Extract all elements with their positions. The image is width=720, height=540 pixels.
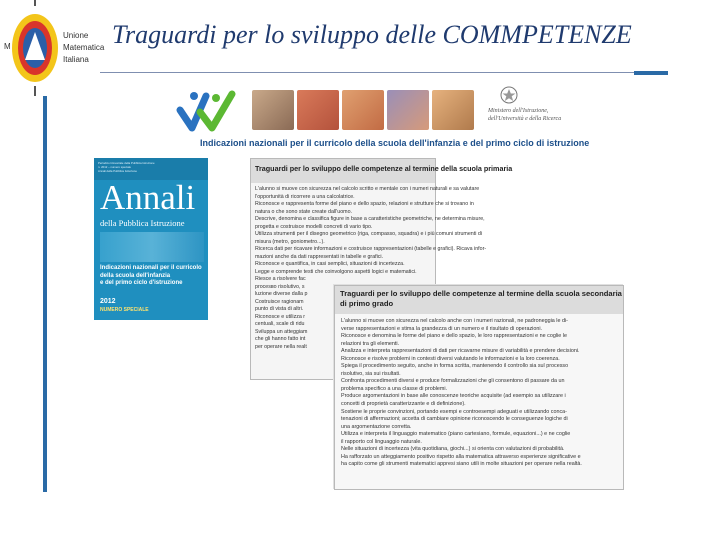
title-rule [100, 72, 634, 73]
banner-photo [342, 90, 384, 130]
goal-text-line: punto di vista di altri. [255, 306, 304, 312]
ministry-line: Ministero dell'Istruzione, [488, 108, 549, 114]
secondary-goals-title [335, 286, 623, 314]
logo-tick-bottom [34, 86, 36, 96]
logo-side-letter: M [4, 42, 11, 51]
logo-line: Unione [63, 31, 89, 40]
goal-text-line: Costruisce ragionam [255, 298, 304, 305]
slide-title: Traguardi per lo sviluppo delle COMMPETENZE [112, 20, 632, 49]
goal-text-line: Riconosce e quantifica, in casi semplici, situazioni di incertezza. [255, 261, 405, 267]
logo-text [63, 30, 104, 66]
goal-text-line: Descrive, denomina e classifica figure in base a caratteristiche geometriche, ne determina misure, [255, 216, 485, 222]
goal-text-line: natura o che sono state create dall'uomo. [255, 208, 353, 215]
goal-text-line: Sostiene le proprie convinzioni, portando esempi e controesempi adeguati e utilizzando conca- [341, 408, 567, 415]
secondary-goals-title-line: di primo grado [340, 299, 394, 308]
umi-logo [4, 2, 109, 94]
secondary-goals-title-line: Traguardi per lo sviluppo delle competenze al termine della scuola secondaria [340, 289, 622, 298]
goal-text-line: Analizza e interpreta rappresentazioni di dati per ricavarne misure di variabilità e prendere decisioni. [341, 348, 580, 355]
goal-text-line: concetti di proprietà caratterizzante e di definizione). [341, 401, 466, 408]
goal-text-line: procesво risolutivo, s [255, 283, 305, 290]
cover-top-text [98, 161, 204, 173]
goal-text-line: misura (metro, goniometro...). [255, 238, 325, 245]
cover-indicazioni-line: Indicazioni nazionali per il curricolo [100, 265, 202, 271]
cover-top-line: n. 2012 – numero speciale [98, 165, 131, 169]
banner-caption: Indicazioni nazionali per il curricolo della scuola dell'infanzia e del primo ciclo di istruzione [200, 138, 590, 148]
logo-line: Matematica [63, 43, 105, 52]
banner-photo-strip [252, 90, 474, 130]
secondary-goals-document [334, 285, 624, 490]
ministry-emblem [474, 86, 562, 134]
goal-text-line: l'opportunità di ricorrere a una calcolatrice. [255, 193, 355, 200]
umi-emblem-icon [10, 12, 60, 84]
logo-line: Italiana [63, 55, 89, 64]
cover-indicazioni-line: e del primo ciclo d'istruzione [100, 280, 183, 286]
goal-text-line: centuali, scale di ridu [255, 321, 305, 327]
banner-photo [252, 90, 294, 130]
goal-text-line: Sviluppa un atteggiam [255, 328, 308, 335]
indicazioni-banner [176, 84, 590, 152]
goal-text-line: luzione diverse dalla p [255, 291, 308, 297]
goal-text-line: Confronta procedimenti diversi e produce formalizzazioni che gli consentono di passare da un [341, 378, 565, 385]
goal-text-line: risolutivo, sia sui risultati. [341, 370, 401, 377]
cover-indicazioni-line: della scuola dell'infanzia [100, 272, 171, 279]
goal-text-line: relazioni tra gli elementi. [341, 340, 400, 347]
goal-text-line: Riconosce e denomina le forme del piano e dello spazio, le loro rappresentazioni e ne coglie le [341, 333, 567, 340]
banner-photo [387, 90, 429, 130]
goal-text-line: tenazioni di affermazioni; accetta di cambiare opinione riconoscendo le conseguenze logiche di [341, 416, 568, 423]
goal-text-line: ha capito come gli strumenti matematici appresi siano utili in molte situazioni per operare nella realtà. [341, 461, 582, 468]
goal-text-line: che gli hanno fatto int [255, 336, 306, 342]
goal-text-line: Riconosce e risolve problemi in contesti diversi valutando le informazioni e la loro coerenza. [341, 355, 560, 362]
title-rule-accent [634, 71, 668, 75]
cover-top-line: Annali della Pubblica Istruzione [98, 169, 137, 173]
side-accent-bar [43, 96, 47, 492]
goal-text-line: L'alunno si muove con sicurezza nel calcolo scritto e mentale con i numeri naturali e sa valutare [255, 186, 480, 192]
goal-text-line: Spiega il procedimento seguito, anche in forma scritta, mantenendo il controllo sia sul processo [341, 363, 569, 370]
goal-text-line: progetta e costruisce modelli concreti di vario tipo. [255, 223, 373, 230]
goal-text-line: Produce argomentazioni in base alle conoscenze teoriche acquisite (ad esempio sa utilizzare i [341, 393, 566, 400]
goal-text-line: Nelle situazioni di incertezza (vita quotidiana, giochi...) si orienta con valutazioni di probabilità. [341, 446, 565, 453]
primary-goals-title: Traguardi per lo sviluppo delle competenze al termine della scuola primaria [251, 159, 435, 183]
goal-text-line: verse rappresentazioni e stima la grandezza di un numero e il risultato di operazioni. [341, 325, 543, 332]
cover-top-line: Periodico trimestrale della Pubblica Istruzione [98, 161, 155, 165]
indicazioni-logo-icon [176, 88, 252, 142]
cover-year: 2012 [100, 298, 116, 305]
goal-text-line: mazioni anche da dati rappresentati in tabelle e grafici. [255, 253, 384, 260]
goal-text-line: Legge e comprende testi che coinvolgono aspetti logici e matematici. [255, 268, 417, 275]
annali-cover [94, 158, 208, 320]
cover-special: NUMERO SPECIALE [100, 307, 149, 313]
banner-photo [297, 90, 339, 130]
goal-text-line: Ha rafforzato un atteggiamento positivo rispetto alla matematica attraverso esperienze significative e [341, 453, 581, 460]
cover-title: Annali [100, 178, 196, 217]
ministry-line: dell'Università e della Ricerca [488, 116, 562, 122]
goal-text-line: Riesce a risolvere fac [255, 276, 306, 282]
secondary-goals-body [335, 314, 623, 473]
goal-text-line: per operare nella realt [255, 343, 307, 350]
goal-text-line: una argomentazione corretta. [341, 423, 412, 430]
banner-photo [432, 90, 474, 130]
logo-tick-top [34, 0, 36, 6]
cover-subtitle: della Pubblica Istruzione [100, 218, 185, 228]
cover-photo [100, 232, 204, 262]
goal-text-line: il rapporto col linguaggio naturale. [341, 438, 422, 445]
goal-text-line: Ricerca dati per ricavare informazioni e costruisce rappresentazioni (tabelle e grafici). Ricava infor- [255, 246, 487, 252]
goal-text-line: problema specifico a una classe di problemi. [341, 385, 448, 392]
republic-emblem-icon [500, 86, 518, 104]
cover-indicazioni [100, 265, 204, 288]
goal-text-line: Utilizza e interpreta il linguaggio matematico (piano cartesiano, formule, equazioni...) e ne coglie [341, 431, 571, 438]
goal-text-line: L'alunno si muove con sicurezza nel calcolo anche con i numeri razionali, ne padroneggia le di- [341, 318, 568, 324]
goal-text-line: Riconosce e rappresenta forme del piano e dello spazio, relazioni e strutture che si trovano in [255, 201, 474, 207]
goal-text-line: Riconosce e utilizza r [255, 313, 306, 320]
goal-text-line: Utilizza strumenti per il disegno geometrico (riga, compasso, squadra) e i più comuni strumenti di [255, 231, 482, 237]
